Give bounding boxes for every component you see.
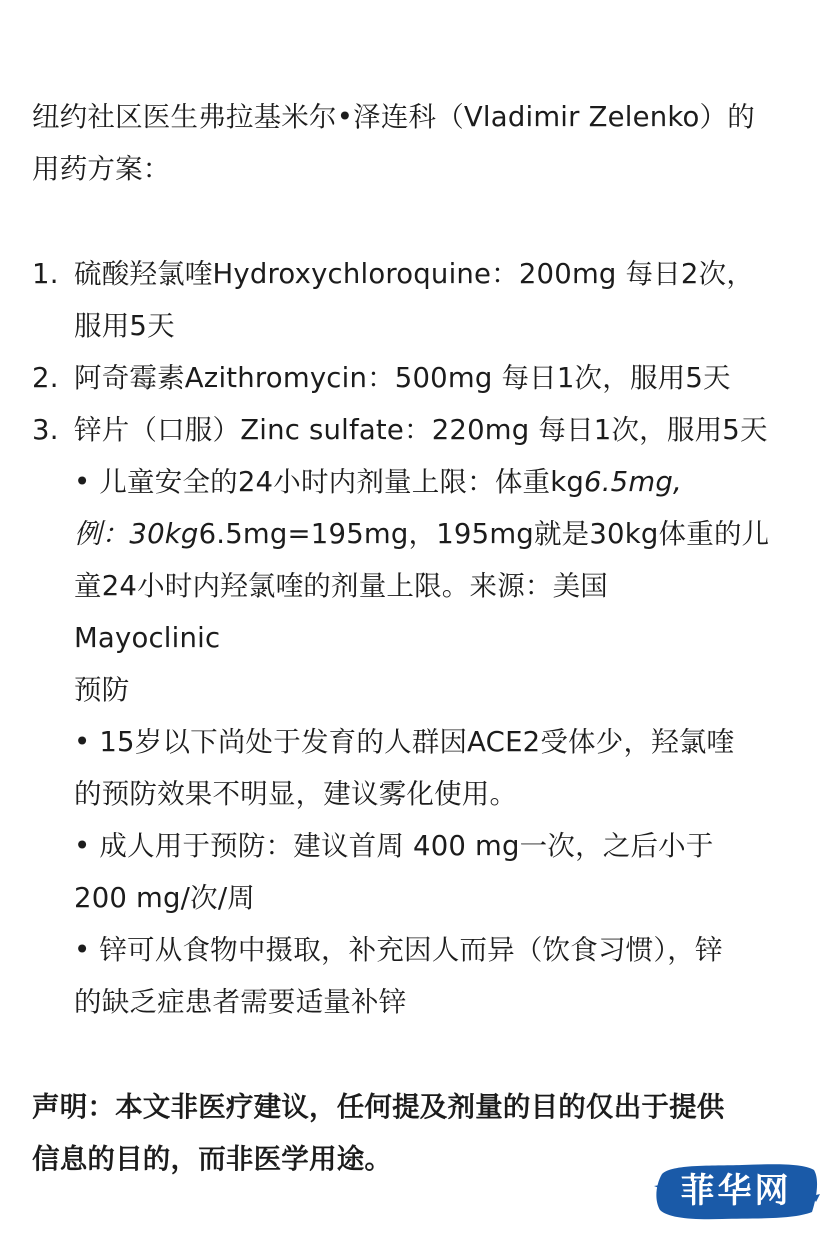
prevention-bullet-2-line-2: 200 mg/次/周 bbox=[74, 882, 256, 914]
intro-line-2: 用药方案： bbox=[32, 153, 171, 185]
watermark-text: 菲华网 bbox=[680, 1171, 792, 1211]
child-limit-text: • 儿童安全的24小时内剂量上限：体重kg bbox=[74, 466, 585, 498]
child-limit-line-1 bbox=[74, 456, 682, 508]
watermark-logo bbox=[652, 1160, 820, 1222]
list-item-2-line-1: 阿奇霉素Azithromycin：500mg 每日1次，服用5天 bbox=[74, 362, 731, 394]
child-limit-line-4: Mayoclinic bbox=[74, 622, 221, 654]
list-item-1-number: 1. bbox=[32, 258, 59, 290]
example-italic: 例：30kg bbox=[74, 518, 199, 550]
list-item-3-number: 3. bbox=[32, 414, 59, 446]
prevention-bullet-1-line-2: 的预防效果不明显，建议雾化使用。 bbox=[74, 778, 518, 810]
prevention-bullet-3-line-2: 的缺乏症患者需要适量补锌 bbox=[74, 986, 407, 1018]
child-limit-line-2 bbox=[74, 508, 769, 560]
list-item-1-line-1: 硫酸羟氯喹Hydroxychloroquine：200mg 每日2次， bbox=[74, 258, 755, 290]
child-limit-line-3: 童24小时内羟氯喹的剂量上限。来源：美国 bbox=[74, 570, 608, 602]
intro-line-1: 纽约社区医生弗拉基米尔•泽连科（Vladimir Zelenko）的 bbox=[32, 101, 755, 133]
disclaimer-line-1: 声明：本文非医疗建议，任何提及剂量的目的仅出于提供 bbox=[32, 1091, 725, 1123]
prevention-bullet-2-line-1: • 成人用于预防：建议首周 400 mg一次，之后小于 bbox=[74, 830, 714, 862]
list-item-1-line-2: 服用5天 bbox=[74, 310, 175, 342]
child-limit-italic: 6.5mg, bbox=[584, 466, 682, 498]
prevention-bullet-3-line-1: • 锌可从食物中摄取，补充因人而异（饮食习惯），锌 bbox=[74, 934, 723, 966]
list-item-2-number: 2. bbox=[32, 362, 59, 394]
list-item-3-line-1: 锌片（口服）Zinc sulfate：220mg 每日1次，服用5天 bbox=[74, 414, 768, 446]
prevention-bullet-1-line-1: • 15岁以下尚处于发育的人群因ACE2受体少，羟氯喹 bbox=[74, 726, 735, 758]
prevention-heading: 预防 bbox=[74, 674, 130, 706]
disclaimer-line-2: 信息的目的，而非医学用途。 bbox=[32, 1143, 393, 1175]
example-text: 6.5mg=195mg，195mg就是30kg体重的儿 bbox=[198, 518, 770, 550]
